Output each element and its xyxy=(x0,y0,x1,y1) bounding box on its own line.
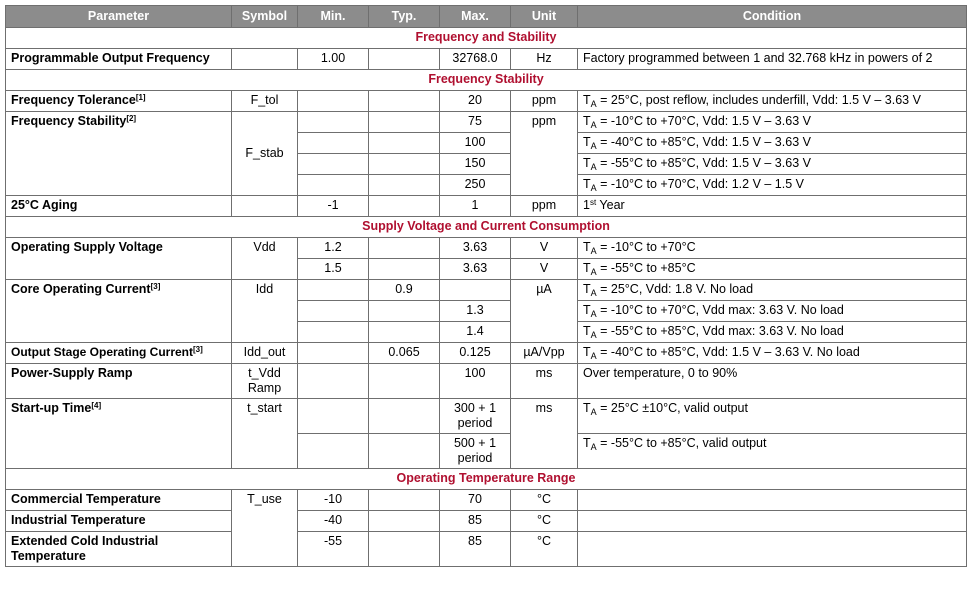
param-label: Start-up Time xyxy=(11,401,92,415)
condition-cell xyxy=(578,301,967,322)
ta-symbol: T xyxy=(583,282,591,296)
unit-cell: °C xyxy=(511,511,578,532)
ordinal-suffix: st xyxy=(589,198,597,207)
min-cell: 1.5 xyxy=(298,259,369,280)
ta-subscript: A xyxy=(590,120,597,130)
condition-text: = 25°C, Vdd: 1.8 V. No load xyxy=(596,282,754,296)
unit-cell: ms xyxy=(511,364,578,399)
unit-cell: °C xyxy=(511,490,578,511)
section-row xyxy=(6,28,967,49)
min-cell xyxy=(298,434,369,469)
symbol-cell: T_use xyxy=(232,490,298,567)
max-line: period xyxy=(457,416,493,430)
condition-text: = -10°C to +70°C xyxy=(596,240,696,254)
footnote-ref: [4] xyxy=(91,401,102,410)
min-cell xyxy=(298,154,369,175)
typ-cell xyxy=(369,259,440,280)
max-cell: 250 xyxy=(440,175,511,196)
footnote-ref: [3] xyxy=(193,345,203,354)
specifications-table xyxy=(5,5,967,567)
table-row xyxy=(6,399,967,434)
condition-text: = -55°C to +85°C xyxy=(596,261,696,275)
symbol-cell: Vdd xyxy=(232,238,298,280)
ta-subscript: A xyxy=(590,183,597,193)
max-cell: 70 xyxy=(440,490,511,511)
condition-cell: Over temperature, 0 to 90% xyxy=(578,364,967,399)
condition-cell xyxy=(578,259,967,280)
min-cell: -55 xyxy=(298,532,369,567)
max-cell xyxy=(440,280,511,301)
min-cell xyxy=(298,322,369,343)
param-cell xyxy=(6,399,232,469)
max-cell: 1 xyxy=(440,196,511,217)
max-line: 300 + 1 xyxy=(453,401,497,415)
typ-cell xyxy=(369,511,440,532)
condition-cell xyxy=(578,280,967,301)
ta-symbol: T xyxy=(583,436,591,450)
table-row xyxy=(6,511,967,532)
condition-cell xyxy=(578,343,967,364)
table-row xyxy=(6,280,967,301)
condition-cell xyxy=(578,399,967,434)
header-parameter: Parameter xyxy=(6,6,232,28)
param-cell: Commercial Temperature xyxy=(6,490,232,511)
typ-cell xyxy=(369,322,440,343)
max-cell: 0.125 xyxy=(440,343,511,364)
min-cell xyxy=(298,280,369,301)
min-cell: -40 xyxy=(298,511,369,532)
max-cell xyxy=(440,434,511,469)
param-cell: 25°C Aging xyxy=(6,196,232,217)
table-row xyxy=(6,532,967,567)
max-cell: 75 xyxy=(440,112,511,133)
ta-subscript: A xyxy=(590,330,597,340)
ta-symbol: T xyxy=(583,303,591,317)
typ-cell xyxy=(369,196,440,217)
condition-text: = 25°C, post reflow, includes underfill, Vdd: 1.5 V – 3.63 V xyxy=(596,93,921,107)
ta-subscript: A xyxy=(590,141,597,151)
min-cell: -1 xyxy=(298,196,369,217)
section-row xyxy=(6,217,967,238)
ta-symbol: T xyxy=(583,177,591,191)
ta-subscript: A xyxy=(590,407,597,417)
max-cell xyxy=(440,399,511,434)
ta-subscript: A xyxy=(590,309,597,319)
typ-cell: 0.9 xyxy=(369,280,440,301)
min-cell xyxy=(298,91,369,112)
symbol-line: Ramp xyxy=(247,381,282,395)
ta-symbol: T xyxy=(583,156,591,170)
param-cell xyxy=(6,280,232,343)
min-cell xyxy=(298,175,369,196)
param-cell: Programmable Output Frequency xyxy=(6,49,232,70)
unit-cell: µA/Vpp xyxy=(511,343,578,364)
ta-subscript: A xyxy=(590,442,597,452)
unit-cell: V xyxy=(511,238,578,259)
section-title: Supply Voltage and Current Consumption xyxy=(6,217,967,238)
min-cell xyxy=(298,343,369,364)
typ-cell xyxy=(369,49,440,70)
condition-cell xyxy=(578,175,967,196)
table-row xyxy=(6,49,967,70)
symbol-cell: F_stab xyxy=(232,112,298,196)
typ-cell xyxy=(369,154,440,175)
typ-cell xyxy=(369,490,440,511)
condition-cell xyxy=(578,490,967,511)
max-cell: 100 xyxy=(440,364,511,399)
condition-text: = 25°C ±10°C, valid output xyxy=(596,401,748,415)
param-cell xyxy=(6,343,232,364)
symbol-cell xyxy=(232,364,298,399)
condition-cell xyxy=(578,511,967,532)
max-cell: 3.63 xyxy=(440,238,511,259)
unit-cell: V xyxy=(511,259,578,280)
max-cell: 1.4 xyxy=(440,322,511,343)
unit-cell: ppm xyxy=(511,91,578,112)
condition-cell xyxy=(578,532,967,567)
ta-symbol: T xyxy=(583,345,591,359)
unit-cell: ppm xyxy=(511,196,578,217)
typ-cell: 0.065 xyxy=(369,343,440,364)
max-line: period xyxy=(457,451,493,465)
min-cell xyxy=(298,364,369,399)
param-line: Temperature xyxy=(11,549,86,563)
min-cell: 1.00 xyxy=(298,49,369,70)
typ-cell xyxy=(369,91,440,112)
table-row xyxy=(6,112,967,133)
header-min: Min. xyxy=(298,6,369,28)
condition-cell xyxy=(578,238,967,259)
max-cell: 3.63 xyxy=(440,259,511,280)
symbol-cell xyxy=(232,49,298,70)
symbol-line: t_Vdd xyxy=(248,366,281,380)
min-cell: -10 xyxy=(298,490,369,511)
condition-text: = -40°C to +85°C, Vdd: 1.5 V – 3.63 V. No load xyxy=(596,345,860,359)
symbol-cell: t_start xyxy=(232,399,298,469)
section-row xyxy=(6,70,967,91)
ta-symbol: T xyxy=(583,261,591,275)
ta-symbol: T xyxy=(583,401,591,415)
condition-cell xyxy=(578,322,967,343)
symbol-cell xyxy=(232,196,298,217)
typ-cell xyxy=(369,175,440,196)
min-cell xyxy=(298,133,369,154)
symbol-cell: F_tol xyxy=(232,91,298,112)
param-cell xyxy=(6,532,232,567)
min-cell xyxy=(298,301,369,322)
table-row xyxy=(6,364,967,399)
unit-cell: ms xyxy=(511,399,578,469)
typ-cell xyxy=(369,112,440,133)
typ-cell xyxy=(369,301,440,322)
table-row xyxy=(6,91,967,112)
condition-text: = -10°C to +70°C, Vdd: 1.2 V – 1.5 V xyxy=(596,177,804,191)
condition-cell xyxy=(578,196,967,217)
param-cell: Operating Supply Voltage xyxy=(6,238,232,280)
param-line: Extended Cold Industrial xyxy=(11,534,159,548)
condition-cell xyxy=(578,434,967,469)
param-label: Frequency Tolerance xyxy=(11,93,136,107)
symbol-cell: Idd xyxy=(232,280,298,343)
unit-cell: ppm xyxy=(511,112,578,196)
typ-cell xyxy=(369,238,440,259)
condition-cell xyxy=(578,112,967,133)
typ-cell xyxy=(369,133,440,154)
param-label: Core Operating Current xyxy=(11,282,151,296)
table-row xyxy=(6,490,967,511)
max-cell: 100 xyxy=(440,133,511,154)
ta-subscript: A xyxy=(590,288,597,298)
condition-text: Year xyxy=(596,198,625,212)
condition-text: = -40°C to +85°C, Vdd: 1.5 V – 3.63 V xyxy=(596,135,811,149)
param-label: Frequency Stability xyxy=(11,114,127,128)
min-cell xyxy=(298,399,369,434)
ta-symbol: T xyxy=(583,114,591,128)
header-condition: Condition xyxy=(578,6,967,28)
condition-text: = -10°C to +70°C, Vdd max: 3.63 V. No load xyxy=(596,303,844,317)
typ-cell xyxy=(369,532,440,567)
unit-cell: °C xyxy=(511,532,578,567)
header-symbol: Symbol xyxy=(232,6,298,28)
param-cell xyxy=(6,112,232,196)
symbol-cell: Idd_out xyxy=(232,343,298,364)
ta-subscript: A xyxy=(590,351,597,361)
ta-symbol: T xyxy=(583,324,591,338)
ta-symbol: T xyxy=(583,93,591,107)
section-title: Frequency Stability xyxy=(6,70,967,91)
condition-text: = -10°C to +70°C, Vdd: 1.5 V – 3.63 V xyxy=(596,114,811,128)
table-row xyxy=(6,343,967,364)
max-cell: 20 xyxy=(440,91,511,112)
condition-cell xyxy=(578,91,967,112)
footnote-ref: [1] xyxy=(135,93,146,102)
table-row xyxy=(6,238,967,259)
section-row xyxy=(6,469,967,490)
param-cell: Industrial Temperature xyxy=(6,511,232,532)
condition-cell xyxy=(578,154,967,175)
min-cell: 1.2 xyxy=(298,238,369,259)
header-max: Max. xyxy=(440,6,511,28)
ta-subscript: A xyxy=(590,99,597,109)
typ-cell xyxy=(369,364,440,399)
condition-ordinal: 1 xyxy=(583,198,590,212)
table-row xyxy=(6,196,967,217)
max-cell: 85 xyxy=(440,511,511,532)
condition-cell xyxy=(578,133,967,154)
ta-symbol: T xyxy=(583,135,591,149)
condition-text: = -55°C to +85°C, valid output xyxy=(596,436,767,450)
param-cell xyxy=(6,91,232,112)
condition-cell: Factory programmed between 1 and 32.768 kHz in powers of 2 xyxy=(578,49,967,70)
header-typ: Typ. xyxy=(369,6,440,28)
min-cell xyxy=(298,112,369,133)
param-label: Output Stage Operating Current xyxy=(11,345,194,359)
condition-text: = -55°C to +85°C, Vdd max: 3.63 V. No load xyxy=(596,324,844,338)
max-cell: 85 xyxy=(440,532,511,567)
footnote-ref: [2] xyxy=(126,114,137,123)
unit-cell: µA xyxy=(511,280,578,343)
ta-symbol: T xyxy=(583,240,591,254)
ta-subscript: A xyxy=(590,267,597,277)
typ-cell xyxy=(369,399,440,434)
ta-subscript: A xyxy=(590,246,597,256)
header-unit: Unit xyxy=(511,6,578,28)
max-cell: 1.3 xyxy=(440,301,511,322)
max-line: 500 + 1 xyxy=(453,436,497,450)
ta-subscript: A xyxy=(590,162,597,172)
condition-text: = -55°C to +85°C, Vdd: 1.5 V – 3.63 V xyxy=(596,156,811,170)
max-cell: 32768.0 xyxy=(440,49,511,70)
unit-cell: Hz xyxy=(511,49,578,70)
typ-cell xyxy=(369,434,440,469)
footnote-ref: [3] xyxy=(150,282,161,291)
max-cell: 150 xyxy=(440,154,511,175)
header-row xyxy=(6,6,967,28)
section-title: Frequency and Stability xyxy=(6,28,967,49)
section-title: Operating Temperature Range xyxy=(6,469,967,490)
param-cell: Power-Supply Ramp xyxy=(6,364,232,399)
